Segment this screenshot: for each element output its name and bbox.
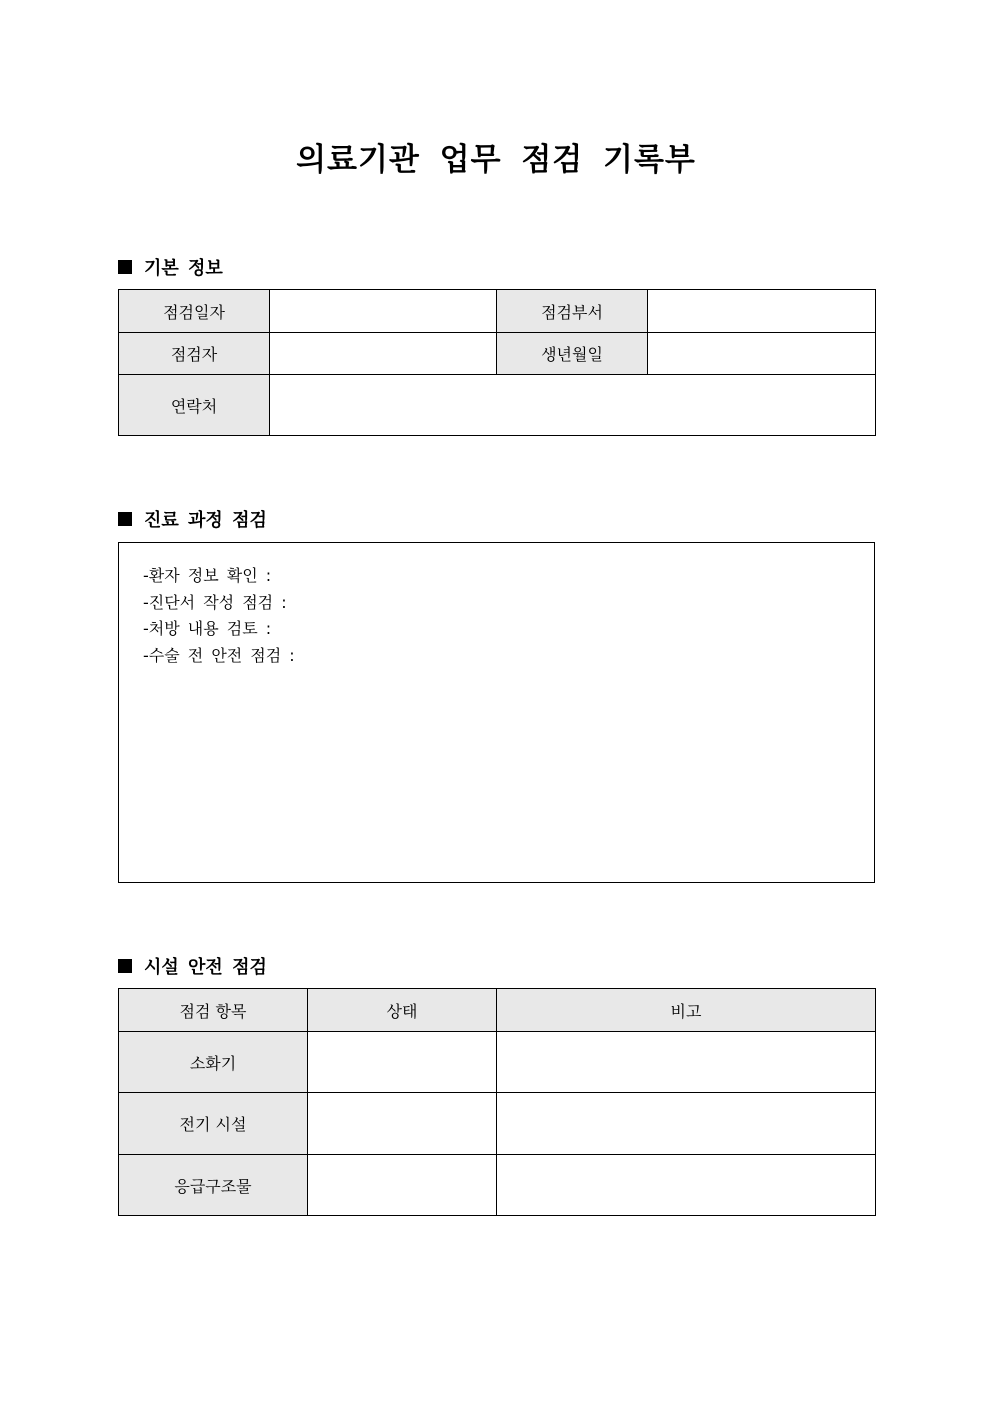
treatment-check-heading-label: 진료 과정 점검: [144, 510, 267, 531]
emergency-equipment-label: 응급구조물: [119, 1155, 308, 1216]
treatment-check-heading: [118, 506, 267, 532]
contact-label: 연락처: [119, 375, 270, 436]
column-header-status: 상태: [308, 989, 497, 1032]
emergency-equipment-status-field[interactable]: [308, 1155, 497, 1216]
document-title: 의료기관 업무 점검 기록부: [296, 142, 696, 178]
table-row: [119, 1155, 876, 1216]
facility-check-heading-label: 시설 안전 점검: [144, 957, 267, 978]
fire-extinguisher-status-field[interactable]: [308, 1032, 497, 1093]
square-bullet-icon: [118, 260, 132, 274]
column-header-item: 점검 항목: [119, 989, 308, 1032]
pre-surgery-safety-line: -수술 전 안전 점검 :: [143, 645, 295, 665]
fire-extinguisher-notes-field[interactable]: [497, 1032, 876, 1093]
prescription-review-line: -처방 내용 검토 :: [143, 619, 272, 638]
basic-info-heading-label: 기본 정보: [144, 258, 223, 279]
table-row: [119, 1032, 876, 1093]
birthdate-label: 생년월일: [497, 333, 648, 375]
contact-field[interactable]: [270, 375, 876, 436]
table-row: [119, 1093, 876, 1155]
column-header-notes: 비고: [497, 989, 876, 1032]
inspector-label: 점검자: [119, 333, 270, 375]
patient-info-check-line: -환자 정보 확인 :: [143, 566, 272, 585]
basic-info-heading: [118, 254, 223, 280]
electrical-facility-notes-field[interactable]: [497, 1093, 876, 1155]
treatment-check-box[interactable]: [118, 542, 875, 883]
facility-check-table: [118, 988, 876, 1216]
inspection-department-field[interactable]: [648, 290, 876, 333]
square-bullet-icon: [118, 512, 132, 526]
emergency-equipment-notes-field[interactable]: [497, 1155, 876, 1216]
diagnosis-check-line: -진단서 작성 점검 :: [143, 592, 287, 612]
table-row: [119, 333, 876, 375]
birthdate-field[interactable]: [648, 333, 876, 375]
inspection-date-label: 점검일자: [119, 290, 270, 333]
table-row: [119, 290, 876, 333]
inspection-department-label: 점검부서: [497, 290, 648, 333]
square-bullet-icon: [118, 959, 132, 973]
basic-info-table: [118, 289, 876, 436]
electrical-facility-status-field[interactable]: [308, 1093, 497, 1155]
inspection-date-field[interactable]: [270, 290, 497, 333]
table-header-row: [119, 989, 876, 1032]
facility-check-heading: [118, 953, 267, 979]
table-row: [119, 375, 876, 436]
fire-extinguisher-label: 소화기: [119, 1032, 308, 1093]
treatment-check-list: [119, 543, 874, 669]
electrical-facility-label: 전기 시설: [119, 1093, 308, 1155]
inspector-field[interactable]: [270, 333, 497, 375]
